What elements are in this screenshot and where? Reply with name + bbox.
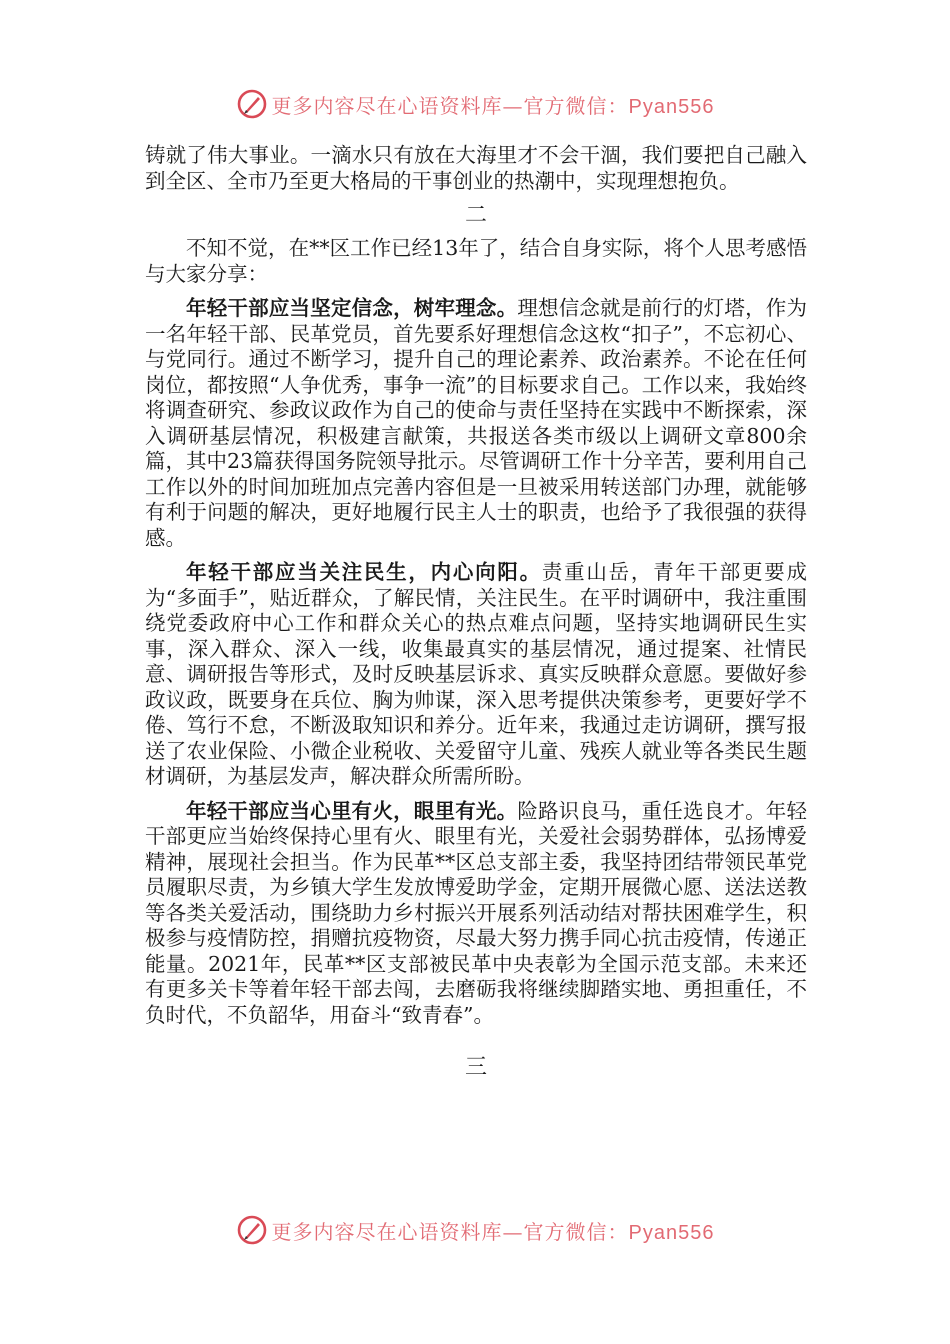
point-title-1: 年轻干部应当坚定信念，树牢理念。 (186, 296, 518, 320)
point-text-3: 险路识良马，重任选良才。年轻干部更应当始终保持心里有火、眼里有光，关爱社会弱势群体，弘扬博爱精神，展现社会担当。作为民革**区总支部主委，我坚持团结带领民革党员履职尽责，为乡镇大学生发放博爱助学金，定期开展微心愿、送法送教等各类关爱活动，围绕助力乡村振兴开展系列活动结对帮扶困难学生，积极参与疫情防控，捐赠抗疫物资，尽最大努力携手同心抗击疫情，传递正能量。2021年，民革**区支部被民革中央表彰为全国示范支部。未来还有更多关卡等着年轻干部去闯，去磨砺我将继续脚踏实地、勇担重任，不负时代，不负韶华，用奋斗“致青春”。 (145, 798, 808, 1027)
point-title-3: 年轻干部应当心里有火，眼里有光。 (186, 798, 518, 823)
point-text-1: 理想信念就是前行的灯塔，作为一名年轻干部、民革党员，首先要系好理想信念这枚“扣子”，不忘初心、与党同行。通过不断学习，提升自己的理论素养、政治素养。不论在任何岗位，都按照“人争优秀，事争一流”的目标要求自己。工作以来，我始终将调查研究、参政议政作为自己的使命与责任坚持在实践中不断探索，深入调研基层情况，积极建言献策，共报送各类市级以上调研文章800余篇，其中23篇获得国务院领导批示。尽管调研工作十分辛苦，要利用自己工作以外的时间加班加点完善内容但是一旦被采用转送部门办理，就能够有利于问题的解决，更好地履行民主人士的职责，也给予了我很强的获得感。 (145, 296, 808, 550)
point-text-2: 责重山岳，青年干部更要成为“多面手”，贴近群众，了解民情，关注民生。在平时调研中，我注重围绕党委政府中心工作和群众关心的热点难点问题，坚持实地调研民生实事，深入群众、深入一线，收集最真实的基层情况，通过提案、社情民意、调研报告等形式，及时反映基层诉求、真实反映群众意愿。要做好参政议政，既要身在兵位、胸为帅谋，深入思考提供决策参考，更要好学不倦、笃行不怠，不断汲取知识和养分。近年来，我通过走访调研，撰写报送了农业保险、小微企业税收、关爱留守儿童、残疾人就业等各类民生题材调研，为基层发声，解决群众所需所盼。 (145, 560, 808, 788)
point-paragraph-2 (145, 560, 807, 790)
banner-text: 更多内容尽在心语资料库—官方微信：Pyan556 (271, 93, 715, 118)
section-intro-paragraph: 不知不觉，在**区工作已经13年了，结合自身实际，将个人思考感悟与大家分享： (145, 236, 807, 286)
point-paragraph-1 (145, 296, 807, 551)
footer-banner (0, 1210, 950, 1250)
point-paragraph-3 (145, 799, 807, 1029)
section-heading-3: 三 (464, 1055, 487, 1080)
section-heading-2: 二 (464, 203, 487, 228)
document-body (145, 143, 807, 1088)
quill-logo-icon (236, 1214, 268, 1246)
banner-text: 更多内容尽在心语资料库—官方微信：Pyan556 (271, 1219, 715, 1244)
header-banner (0, 84, 950, 124)
wechat-id: Pyan556 (628, 1221, 715, 1244)
intro-paragraph: 铸就了伟大事业。一滴水只有放在大海里才不会干涸，我们要把自己融入到全区、全市乃至更大格局的干事创业的热潮中，实现理想抱负。 (145, 143, 807, 193)
point-title-2: 年轻干部应当关注民生，内心向阳。 (186, 560, 542, 584)
wechat-id: Pyan556 (628, 95, 715, 118)
quill-logo-icon (236, 88, 268, 120)
